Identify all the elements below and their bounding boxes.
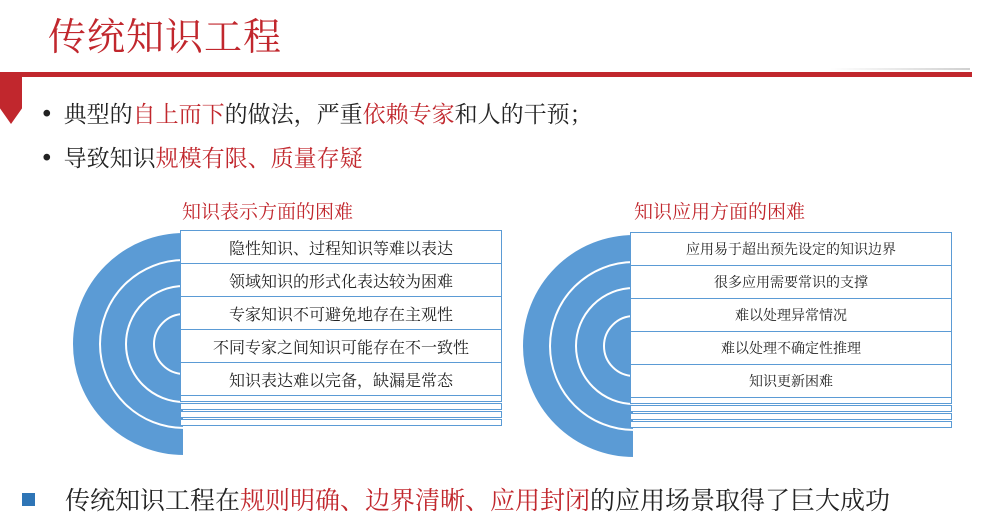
difficulty-item: 领域知识的形式化表达较为困难 [180,263,502,297]
conclusion-line [22,481,890,517]
divider-fade [830,68,970,70]
conclusion-segment: 传统知识工程在 [65,486,241,515]
conclusion-text [65,481,890,517]
title-divider [0,72,972,77]
difficulty-item: 很多应用需要常识的支撑 [630,265,952,299]
highlight-text: 规则明确、边界清晰、应用封闭 [240,486,591,515]
empty-row [630,405,952,412]
difficulty-item: 隐性知识、过程知识等难以表达 [180,230,502,264]
difficulty-item: 应用易于超出预先设定的知识边界 [630,232,952,266]
difficulty-item: 知识表达难以完备，缺漏是常态 [180,362,502,396]
divider-tab [0,72,22,124]
difficulty-item: 不同专家之间知识可能存在不一致性 [180,329,502,363]
bullet-text: 和人的干预； [454,102,593,128]
empty-row [630,421,952,428]
bullet-text: 导致知识 [63,146,156,172]
bullet-text: 的做法，严重 [224,102,363,128]
empty-row [630,413,952,420]
slide-title: 传统知识工程 [48,15,283,59]
empty-row [180,411,502,418]
difficulty-item: 专家知识不可避免地存在主观性 [180,296,502,330]
panel-title-representation: 知识表示方面的困难 [182,201,354,223]
bullet-item [40,140,363,173]
conclusion-segment: 的应用场景取得了巨大成功 [590,486,891,515]
difficulty-item: 难以处理不确定性推理 [630,331,952,365]
bullet-dot: • [40,146,54,172]
highlight-text: 规模有限、质量存疑 [155,146,363,172]
difficulty-item: 难以处理异常情况 [630,298,952,332]
highlight-text: 自上而下 [132,102,225,128]
bullet-dot: • [40,102,54,128]
panel-title-application: 知识应用方面的困难 [634,201,806,223]
empty-row [180,395,502,402]
representation-difficulties-diagram [70,230,510,460]
highlight-text: 依赖专家 [362,102,455,128]
difficulty-item: 知识更新困难 [630,364,952,398]
empty-row [630,397,952,404]
empty-row [180,403,502,410]
square-bullet-icon [22,493,35,506]
bullet-text: 典型的 [63,102,133,128]
bullet-item [40,96,593,129]
application-difficulties-diagram [520,232,960,462]
empty-row [180,419,502,426]
